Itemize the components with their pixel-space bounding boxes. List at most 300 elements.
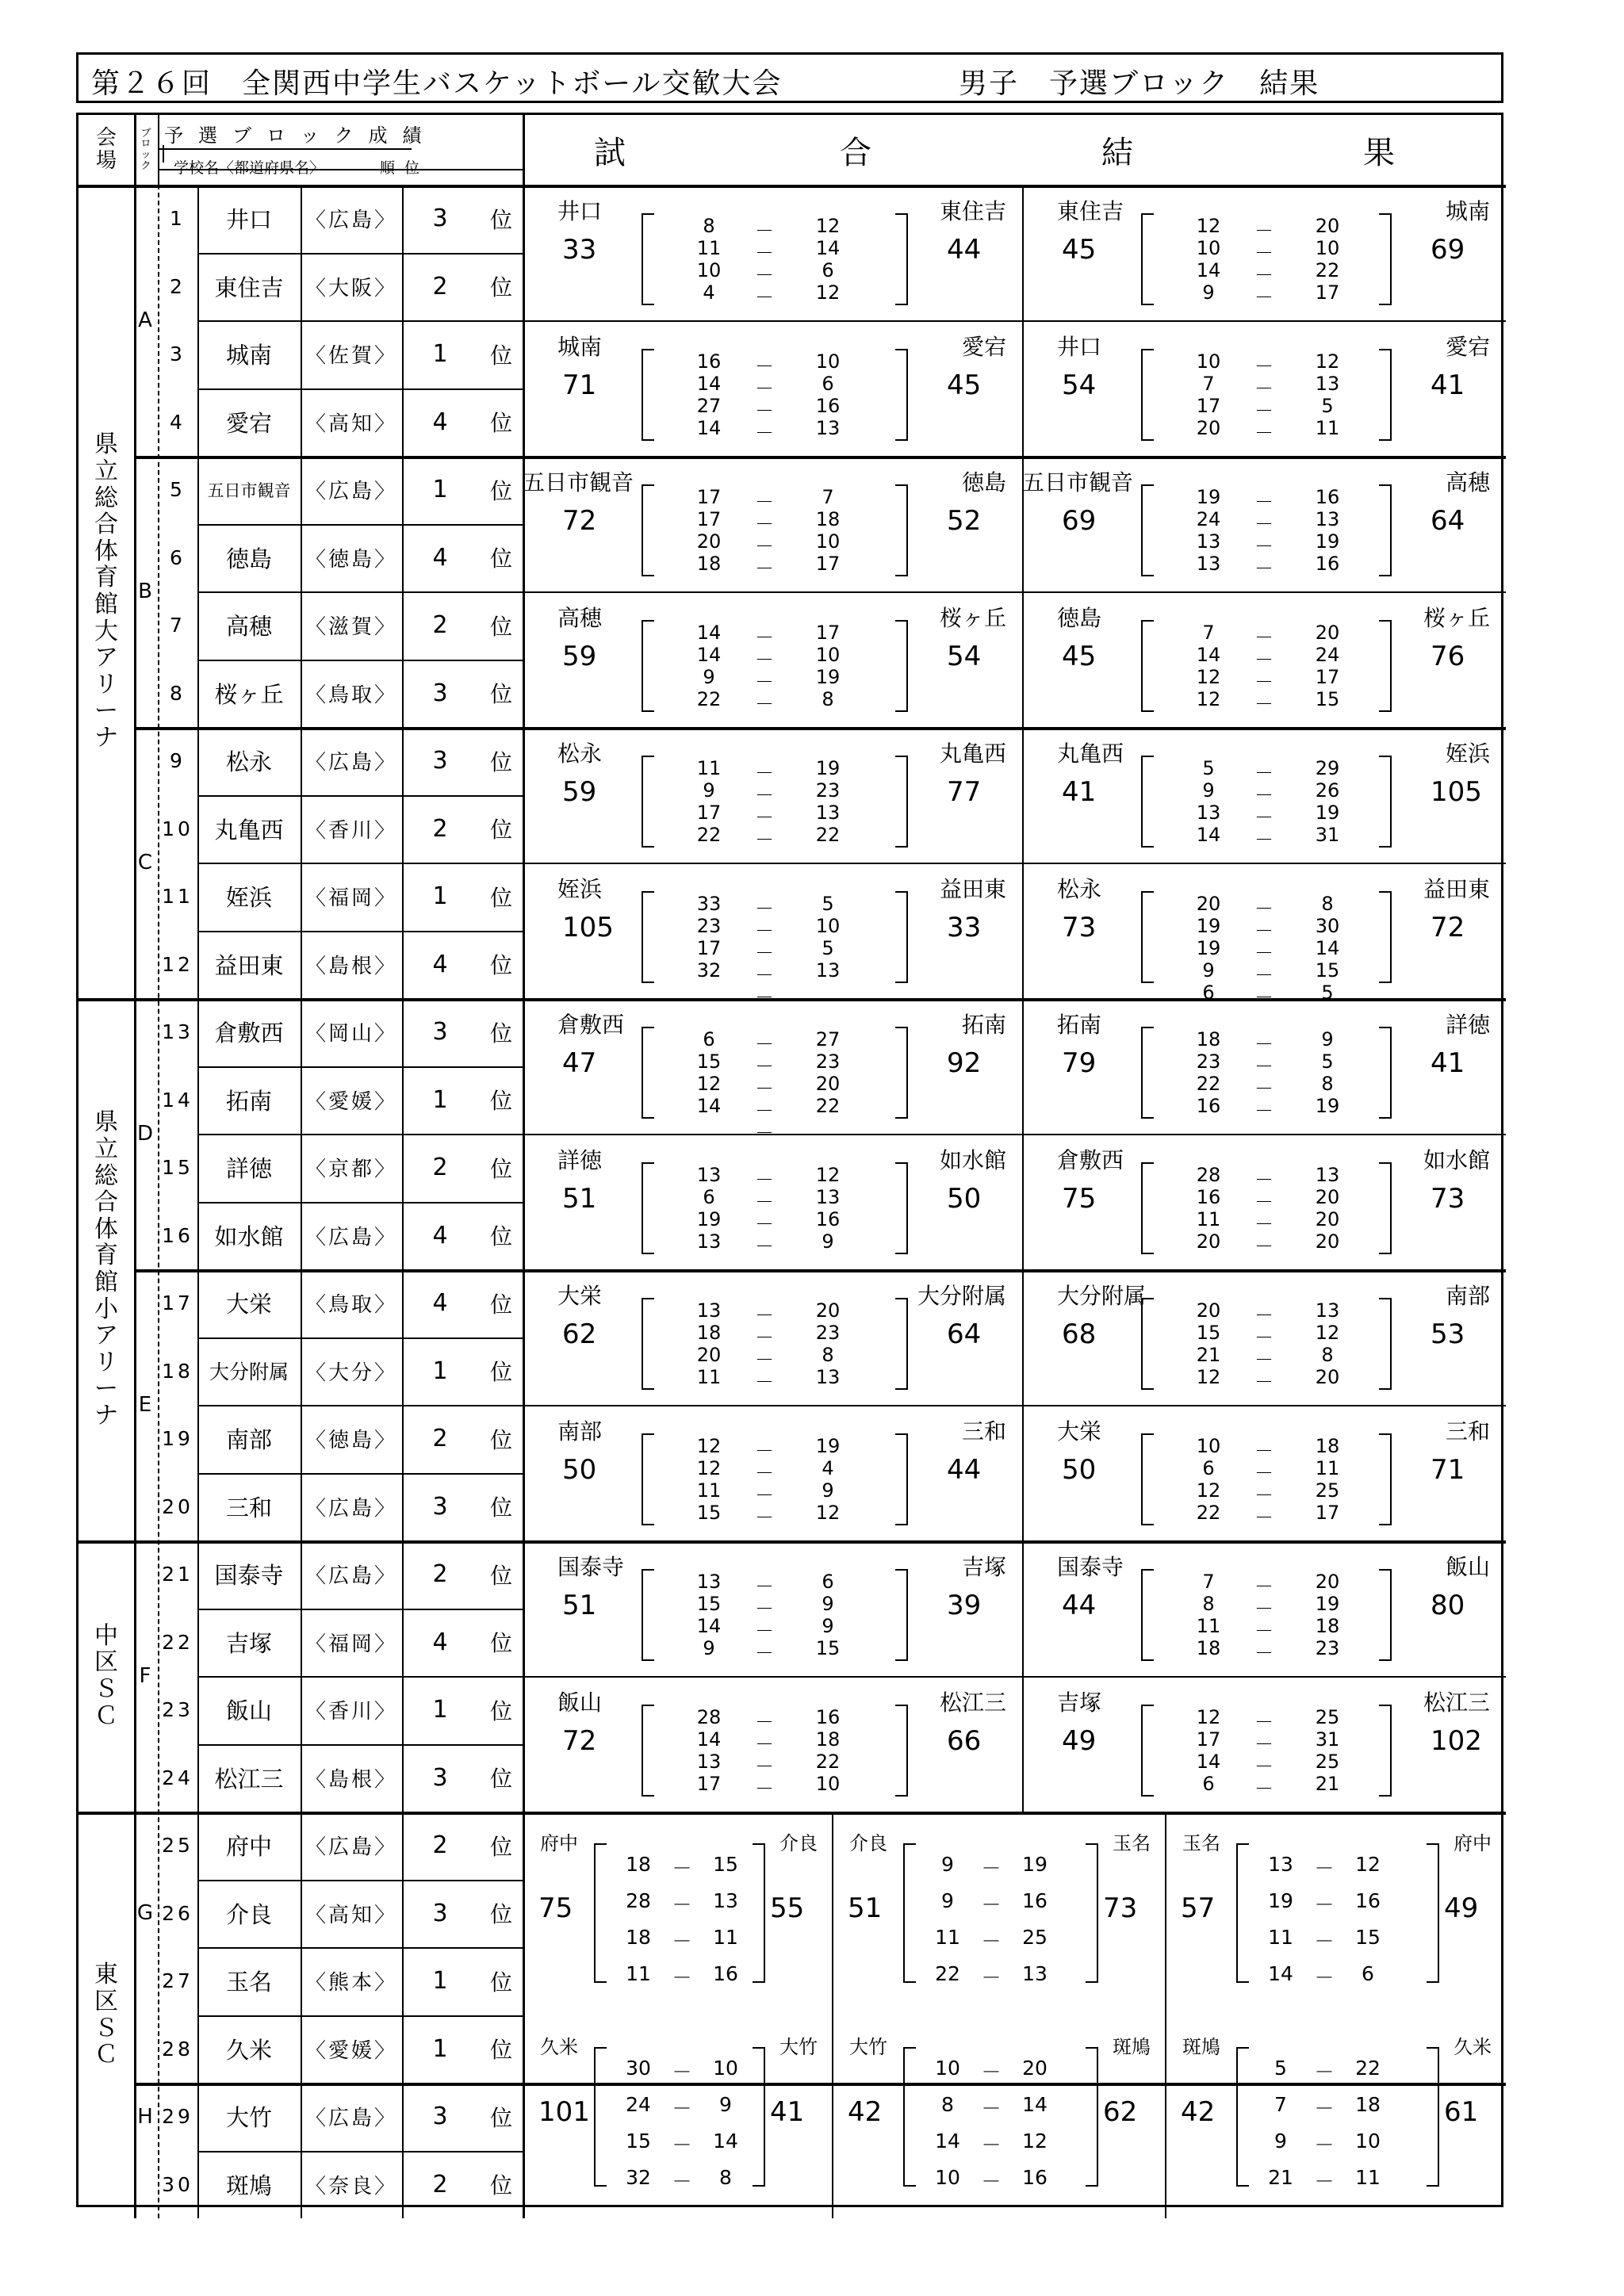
quarter-score-left: 16	[696, 350, 722, 373]
quarter-score-right: 13	[713, 1889, 738, 1912]
quarter-score-left: 15	[696, 1050, 722, 1073]
quarter-score-left: 12	[696, 1435, 722, 1457]
game-right-score: 41	[1431, 1047, 1465, 1079]
quarter-score-right: 18	[815, 1728, 841, 1751]
quarter-score-right: 19	[815, 757, 841, 779]
team-prefecture: 〈大分〉	[304, 1360, 397, 1385]
team-number: 23	[162, 1698, 193, 1722]
quarter-score-right: 8	[822, 688, 834, 710]
quarter-dash: －	[755, 1235, 774, 1257]
quarter-score-right: 15	[815, 1637, 841, 1659]
quarter-score-right: 8	[1321, 893, 1334, 915]
quarter-dash: －	[755, 1371, 774, 1393]
quarter-dash: －	[1254, 964, 1274, 986]
team-rank: 2	[432, 1154, 448, 1182]
quarter-score-left: 19	[1268, 1889, 1293, 1912]
quarter-score-right: 25	[1315, 1751, 1340, 1773]
quarter-score-right: 15	[1355, 1926, 1381, 1949]
header-prelim: 予選ブロック成績	[164, 124, 437, 147]
quarter-score-left: 13	[1268, 1853, 1293, 1876]
quarter-dash: －	[672, 1930, 692, 1953]
quarter-score-left: 22	[935, 1962, 960, 1985]
block-letter: G	[136, 1901, 154, 1926]
quarter-score-left: 28	[696, 1706, 722, 1728]
quarter-dash: －	[981, 1857, 1002, 1880]
quarter-score-left: 12	[1196, 666, 1221, 688]
game-left-score: 79	[1062, 1047, 1097, 1079]
quarter-score-right: 12	[815, 281, 841, 304]
quarter-score-right: 25	[1022, 1926, 1048, 1949]
quarter-score-left: 12	[1196, 688, 1221, 710]
quarter-dash: －	[981, 1930, 1002, 1953]
team-school: 桜ヶ丘	[214, 680, 284, 708]
bracket-right	[895, 756, 908, 848]
quarter-dash: －	[1254, 649, 1274, 671]
bracket-right	[1379, 1027, 1392, 1119]
team-number: 11	[162, 885, 193, 909]
team-rank: 1	[432, 1696, 448, 1724]
quarter-dash: －	[755, 649, 774, 671]
quarter-score-right: 18	[1315, 1435, 1340, 1457]
game-left-score: 51	[848, 1892, 883, 1924]
team-number: 9	[170, 749, 186, 773]
quarter-dash: －	[755, 1777, 774, 1800]
quarter-score-left: 11	[696, 237, 722, 259]
team-number: 5	[170, 478, 186, 502]
quarter-dash: －	[755, 806, 774, 828]
quarter-score-right: 6	[1362, 1962, 1374, 1985]
quarter-score-right: 22	[1355, 2056, 1381, 2080]
bracket-right	[895, 349, 908, 441]
bracket-right	[895, 1298, 908, 1390]
team-prefecture: 〈奈良〉	[304, 2174, 397, 2198]
game-left-score: 42	[848, 2095, 883, 2128]
team-school: 如水館	[214, 1223, 284, 1250]
team-prefecture: 〈愛媛〉	[304, 2038, 397, 2063]
bracket-left	[642, 620, 654, 712]
quarter-dash: －	[755, 1620, 774, 1642]
bracket-right	[1379, 756, 1392, 848]
quarter-dash: －	[1254, 1077, 1274, 1100]
bracket-left	[642, 213, 654, 305]
quarter-score-left: 13	[1196, 530, 1221, 553]
team-school: 井口	[225, 206, 272, 234]
quarter-dash: －	[981, 2060, 1002, 2084]
page-subtitle: 男子 予選ブロック 結果	[959, 67, 1320, 100]
team-rank-unit: 位	[489, 1359, 512, 1386]
quarter-score-left: 4	[703, 281, 715, 304]
team-number: 16	[162, 1223, 193, 1247]
quarter-score-left: 27	[696, 395, 722, 417]
game-left-team: 井口	[1057, 334, 1102, 360]
quarter-score-left: 15	[626, 2129, 651, 2152]
quarter-score-right: 16	[815, 1208, 841, 1230]
quarter-dash: －	[1314, 2169, 1335, 2193]
quarter-dash: －	[1254, 1326, 1274, 1349]
quarter-dash: －	[755, 220, 774, 242]
bracket-right	[895, 484, 908, 576]
game-left-team: 介良	[849, 1832, 887, 1854]
bracket-right	[1379, 484, 1392, 576]
game-left-score: 44	[1062, 1590, 1097, 1621]
quarter-score-left: 8	[1202, 1593, 1215, 1615]
team-rank: 1	[432, 476, 448, 504]
quarter-dash: －	[755, 1326, 774, 1349]
quarter-dash: －	[755, 422, 774, 444]
bracket-left	[1141, 1705, 1154, 1797]
quarter-score-left: 10	[935, 2165, 960, 2189]
bracket-left	[1141, 620, 1154, 712]
quarter-dash: －	[755, 1100, 774, 1122]
game-left-score: 72	[562, 505, 597, 537]
quarter-dash: －	[1254, 1191, 1274, 1213]
team-number: 29	[162, 2105, 193, 2129]
quarter-dash: －	[1254, 1462, 1274, 1484]
quarter-score-left: 11	[696, 757, 722, 779]
quarter-score-left: 14	[1196, 644, 1221, 666]
game-right-score: 72	[1431, 912, 1465, 943]
team-number: 30	[162, 2172, 193, 2196]
quarter-dash: －	[1254, 1055, 1274, 1077]
quarter-score-right: 19	[815, 666, 841, 688]
quarter-score-right: 12	[1022, 2129, 1048, 2152]
game-right-score: 45	[947, 369, 982, 401]
game-right-team: 愛宕	[962, 334, 1007, 360]
team-number: 14	[162, 1088, 193, 1112]
team-school: 大竹	[225, 2104, 272, 2132]
team-rank-unit: 位	[489, 1155, 512, 1182]
quarter-score-left: 20	[1196, 417, 1221, 439]
quarter-score-left: 22	[1196, 1502, 1221, 1524]
game-right-score: 62	[1103, 2095, 1138, 2128]
team-prefecture: 〈広島〉	[304, 1835, 397, 1860]
quarter-score-right: 7	[822, 486, 834, 508]
team-school: 久米	[225, 2036, 272, 2064]
bracket-right	[1379, 213, 1392, 305]
team-rank: 2	[432, 1425, 448, 1453]
team-rank-unit: 位	[489, 342, 512, 369]
team-rank: 1	[432, 1357, 448, 1385]
quarter-score-left: 7	[1274, 2092, 1287, 2116]
team-school: 松江三	[214, 1765, 284, 1793]
row-divider	[523, 863, 1506, 864]
block-letter: H	[137, 2104, 153, 2129]
game-right-team: 桜ヶ丘	[1423, 605, 1491, 631]
quarter-dash: －	[755, 1440, 774, 1462]
game-right-team: 吉塚	[962, 1554, 1007, 1580]
game-left-team: 南部	[557, 1418, 603, 1445]
quarter-score-right: 9	[822, 1593, 834, 1615]
quarter-dash: －	[755, 1077, 774, 1100]
team-number: 13	[162, 1020, 193, 1044]
quarter-score-left: 13	[696, 1230, 722, 1253]
game-right-team: 東住吉	[940, 198, 1007, 224]
bracket-right	[1086, 2047, 1098, 2187]
quarter-dash: －	[755, 1642, 774, 1664]
quarter-score-left: 10	[1196, 237, 1221, 259]
game-right-score: 61	[1444, 2095, 1479, 2128]
team-rank-unit: 位	[489, 1088, 512, 1115]
quarter-score-left: 19	[1196, 937, 1221, 959]
team-number: 27	[162, 1969, 193, 1993]
game-left-team: 五日市観音	[1022, 469, 1134, 496]
quarter-dash: －	[1254, 762, 1274, 784]
team-rank-unit: 位	[489, 2104, 512, 2131]
quarter-dash: －	[1254, 535, 1274, 557]
quarter-score-right: 11	[713, 1926, 738, 1949]
game-right-score: 64	[1431, 505, 1465, 537]
team-school: 松永	[225, 748, 272, 776]
team-rank-unit: 位	[489, 681, 512, 708]
bracket-right	[1379, 349, 1392, 441]
team-rank: 4	[432, 950, 448, 978]
quarter-score-right: 11	[1315, 417, 1340, 439]
quarter-score-left: 9	[703, 1637, 715, 1659]
quarter-score-right: 10	[815, 915, 841, 937]
quarter-score-left: 9	[1202, 779, 1215, 802]
game-right-score: 69	[1431, 234, 1465, 266]
quarter-score-right: 9	[822, 1479, 834, 1502]
quarter-score-right: 13	[815, 959, 841, 982]
team-rank: 2	[432, 814, 448, 843]
team-prefecture: 〈広島〉	[304, 209, 397, 233]
quarter-score-left: 17	[696, 937, 722, 959]
team-rank-unit: 位	[489, 1630, 512, 1657]
bracket-right	[753, 2047, 765, 2187]
quarter-score-right: 14	[1315, 937, 1340, 959]
bracket-left	[642, 349, 654, 441]
team-school: 斑鳩	[225, 2172, 272, 2199]
game-right-score: 55	[770, 1892, 805, 1924]
bracket-left	[642, 1162, 654, 1254]
quarter-score-left: 14	[696, 1615, 722, 1637]
quarter-dash: －	[672, 1893, 692, 1916]
quarter-score-right: 25	[1315, 1706, 1340, 1728]
game-right-score: 80	[1431, 1590, 1465, 1621]
quarter-dash: －	[1314, 2096, 1335, 2120]
team-rank-unit: 位	[489, 1901, 512, 1928]
quarter-score-right: 15	[713, 1853, 738, 1876]
quarter-score-right: 23	[815, 1050, 841, 1073]
quarter-score-right: 5	[1321, 395, 1334, 417]
quarter-score-right: 9	[719, 2092, 732, 2116]
quarter-score-left: 14	[696, 417, 722, 439]
quarter-score-right: 15	[1315, 688, 1340, 710]
quarter-dash: －	[755, 828, 774, 851]
quarter-score-right: 20	[1315, 1186, 1340, 1208]
team-rank-unit: 位	[489, 2037, 512, 2064]
quarter-dash: －	[1254, 1755, 1274, 1777]
team-rank: 4	[432, 543, 448, 572]
quarter-dash: －	[755, 762, 774, 784]
game-left-team: 国泰寺	[1057, 1554, 1124, 1580]
bracket-left	[1236, 1843, 1249, 1983]
quarter-score-left: 10	[935, 2056, 960, 2080]
quarter-score-right: 24	[1315, 644, 1340, 666]
quarter-score-left: 8	[703, 215, 715, 237]
team-prefecture: 〈香川〉	[304, 1700, 397, 1724]
quarter-score-right: 13	[1315, 1299, 1340, 1322]
team-rank: 2	[432, 611, 448, 640]
bracket-left	[1141, 1027, 1154, 1119]
quarter-score-left: 17	[696, 486, 722, 508]
team-prefecture: 〈滋賀〉	[304, 615, 397, 640]
bracket-left	[642, 1298, 654, 1390]
quarter-dash: －	[755, 513, 774, 535]
game-right-score: 33	[947, 912, 982, 943]
quarter-score-left: 17	[696, 508, 722, 530]
quarter-score-left: 15	[696, 1593, 722, 1615]
team-school: 城南	[225, 342, 272, 369]
quarter-score-left: 12	[1196, 1366, 1221, 1388]
quarter-dash: －	[1254, 264, 1274, 286]
game-left-team: 大竹	[849, 2035, 887, 2058]
game-left-score: 105	[562, 912, 614, 943]
header-venue: 会 場	[95, 125, 117, 173]
team-prefecture: 〈鳥取〉	[304, 683, 397, 707]
quarter-score-left: 11	[1196, 1615, 1221, 1637]
game-right-team: 如水館	[940, 1147, 1007, 1173]
quarter-score-left: 11	[935, 1926, 960, 1949]
quarter-score-right: 14	[1022, 2092, 1048, 2116]
quarter-score-left: 5	[1274, 2056, 1287, 2080]
bracket-right	[895, 213, 908, 305]
game-right-team: 三和	[1446, 1418, 1491, 1445]
quarter-score-left: 12	[1196, 1706, 1221, 1728]
bracket-left	[642, 484, 654, 576]
quarter-dash: －	[1254, 1371, 1274, 1393]
header-results-char: 結	[1101, 135, 1133, 171]
bracket-right	[1379, 1569, 1392, 1661]
quarter-score-left: 14	[696, 373, 722, 395]
quarter-dash: －	[1254, 1349, 1274, 1371]
quarter-score-right: 11	[1315, 1457, 1340, 1479]
quarter-score-left: 9	[703, 779, 715, 802]
team-rank-unit: 位	[489, 817, 512, 844]
quarter-score-right: 17	[815, 622, 841, 644]
quarter-score-right: 8	[719, 2165, 732, 2189]
quarter-score-right: 19	[1315, 1095, 1340, 1117]
team-number: 2	[170, 274, 186, 298]
team-rank: 1	[432, 1085, 448, 1114]
game-right-score: 76	[1431, 641, 1465, 672]
quarter-score-left: 20	[1196, 893, 1221, 915]
quarter-dash: －	[755, 1506, 774, 1529]
team-prefecture: 〈熊本〉	[304, 1971, 397, 1996]
bracket-left	[642, 1705, 654, 1797]
bracket-left	[642, 756, 654, 848]
quarter-dash: －	[1254, 422, 1274, 444]
header-block: ブ ロ ッ ク	[140, 127, 151, 172]
game-left-score: 49	[1062, 1725, 1097, 1757]
team-school: 介良	[225, 1900, 272, 1928]
quarter-score-right: 8	[1321, 1344, 1334, 1366]
game-left-score: 50	[562, 1454, 597, 1486]
bracket-right	[895, 1162, 908, 1254]
quarter-dash: －	[1254, 1620, 1274, 1642]
team-number: 28	[162, 2037, 193, 2061]
quarter-dash: －	[755, 1575, 774, 1598]
game-left-score: 101	[538, 2095, 590, 2128]
game-left-score: 33	[562, 234, 597, 266]
team-school: 高穂	[225, 613, 272, 641]
quarter-score-left: 30	[626, 2056, 651, 2080]
game-left-score: 59	[562, 641, 597, 672]
quarter-score-left: 12	[696, 1457, 722, 1479]
quarter-score-right: 13	[1315, 1164, 1340, 1186]
bracket-left	[1141, 484, 1154, 576]
team-rank-unit: 位	[489, 1766, 512, 1793]
quarter-dash: －	[755, 784, 774, 806]
quarter-score-right: 4	[822, 1457, 834, 1479]
team-school: 大栄	[225, 1291, 272, 1318]
bracket-left	[594, 2047, 607, 2187]
team-school: 大分附属	[209, 1360, 289, 1384]
row-divider	[158, 148, 412, 150]
quarter-score-left: 18	[1196, 1637, 1221, 1659]
team-number: 4	[170, 410, 186, 434]
quarter-score-right: 22	[815, 824, 841, 846]
quarter-score-left: 13	[696, 1299, 722, 1322]
quarter-score-left: 8	[941, 2092, 954, 2116]
quarter-dash: －	[1254, 1484, 1274, 1506]
quarter-dash: －	[755, 1055, 774, 1077]
quarter-score-left: 9	[941, 1853, 954, 1876]
quarter-score-left: 17	[696, 802, 722, 824]
quarter-score-right: 12	[1355, 1853, 1381, 1876]
quarter-score-right: 20	[1315, 1208, 1340, 1230]
venue-name: 県 立 総 合 体 育 館 大 ア リ ー ナ	[94, 430, 118, 752]
quarter-score-left: 9	[941, 1889, 954, 1912]
game-left-score: 69	[1062, 505, 1097, 537]
quarter-dash: －	[755, 1598, 774, 1620]
quarter-score-left: 10	[1196, 1435, 1221, 1457]
team-rank: 1	[432, 882, 448, 911]
quarter-dash: －	[1254, 1777, 1274, 1800]
team-rank-unit: 位	[489, 1969, 512, 1996]
team-number: 10	[162, 817, 193, 840]
team-rank: 1	[432, 340, 448, 369]
team-rank-unit: 位	[489, 952, 512, 979]
quarter-score-left: 13	[696, 1751, 722, 1773]
team-number: 12	[162, 952, 193, 976]
team-rank: 2	[432, 2170, 448, 2198]
game-right-score: 52	[947, 505, 982, 537]
quarter-dash: －	[755, 1033, 774, 1055]
game-right-score: 44	[947, 234, 982, 266]
team-prefecture: 〈広島〉	[304, 751, 397, 775]
team-school: 玉名	[225, 1969, 272, 1996]
quarter-score-right: 16	[1315, 553, 1340, 575]
quarter-score-left: 6	[703, 1028, 715, 1050]
game-right-team: 南部	[1446, 1283, 1491, 1309]
quarter-dash: －	[1254, 355, 1274, 377]
game-right-team: 益田東	[1423, 876, 1491, 902]
quarter-dash: －	[1254, 557, 1274, 580]
quarter-score-left: 19	[1196, 915, 1221, 937]
team-prefecture: 〈愛媛〉	[304, 1089, 397, 1114]
quarter-dash: －	[755, 920, 774, 942]
game-left-score: 75	[538, 1892, 573, 1924]
row-divider	[523, 320, 1506, 322]
quarter-dash: －	[1254, 1304, 1274, 1326]
quarter-score-left: 14	[935, 2129, 960, 2152]
game-right-score: 73	[1431, 1183, 1465, 1215]
game-right-score: 41	[770, 2095, 805, 2128]
quarter-score-left: 14	[696, 622, 722, 644]
quarter-score-right: 19	[1022, 1853, 1048, 1876]
team-rank: 3	[432, 205, 448, 233]
